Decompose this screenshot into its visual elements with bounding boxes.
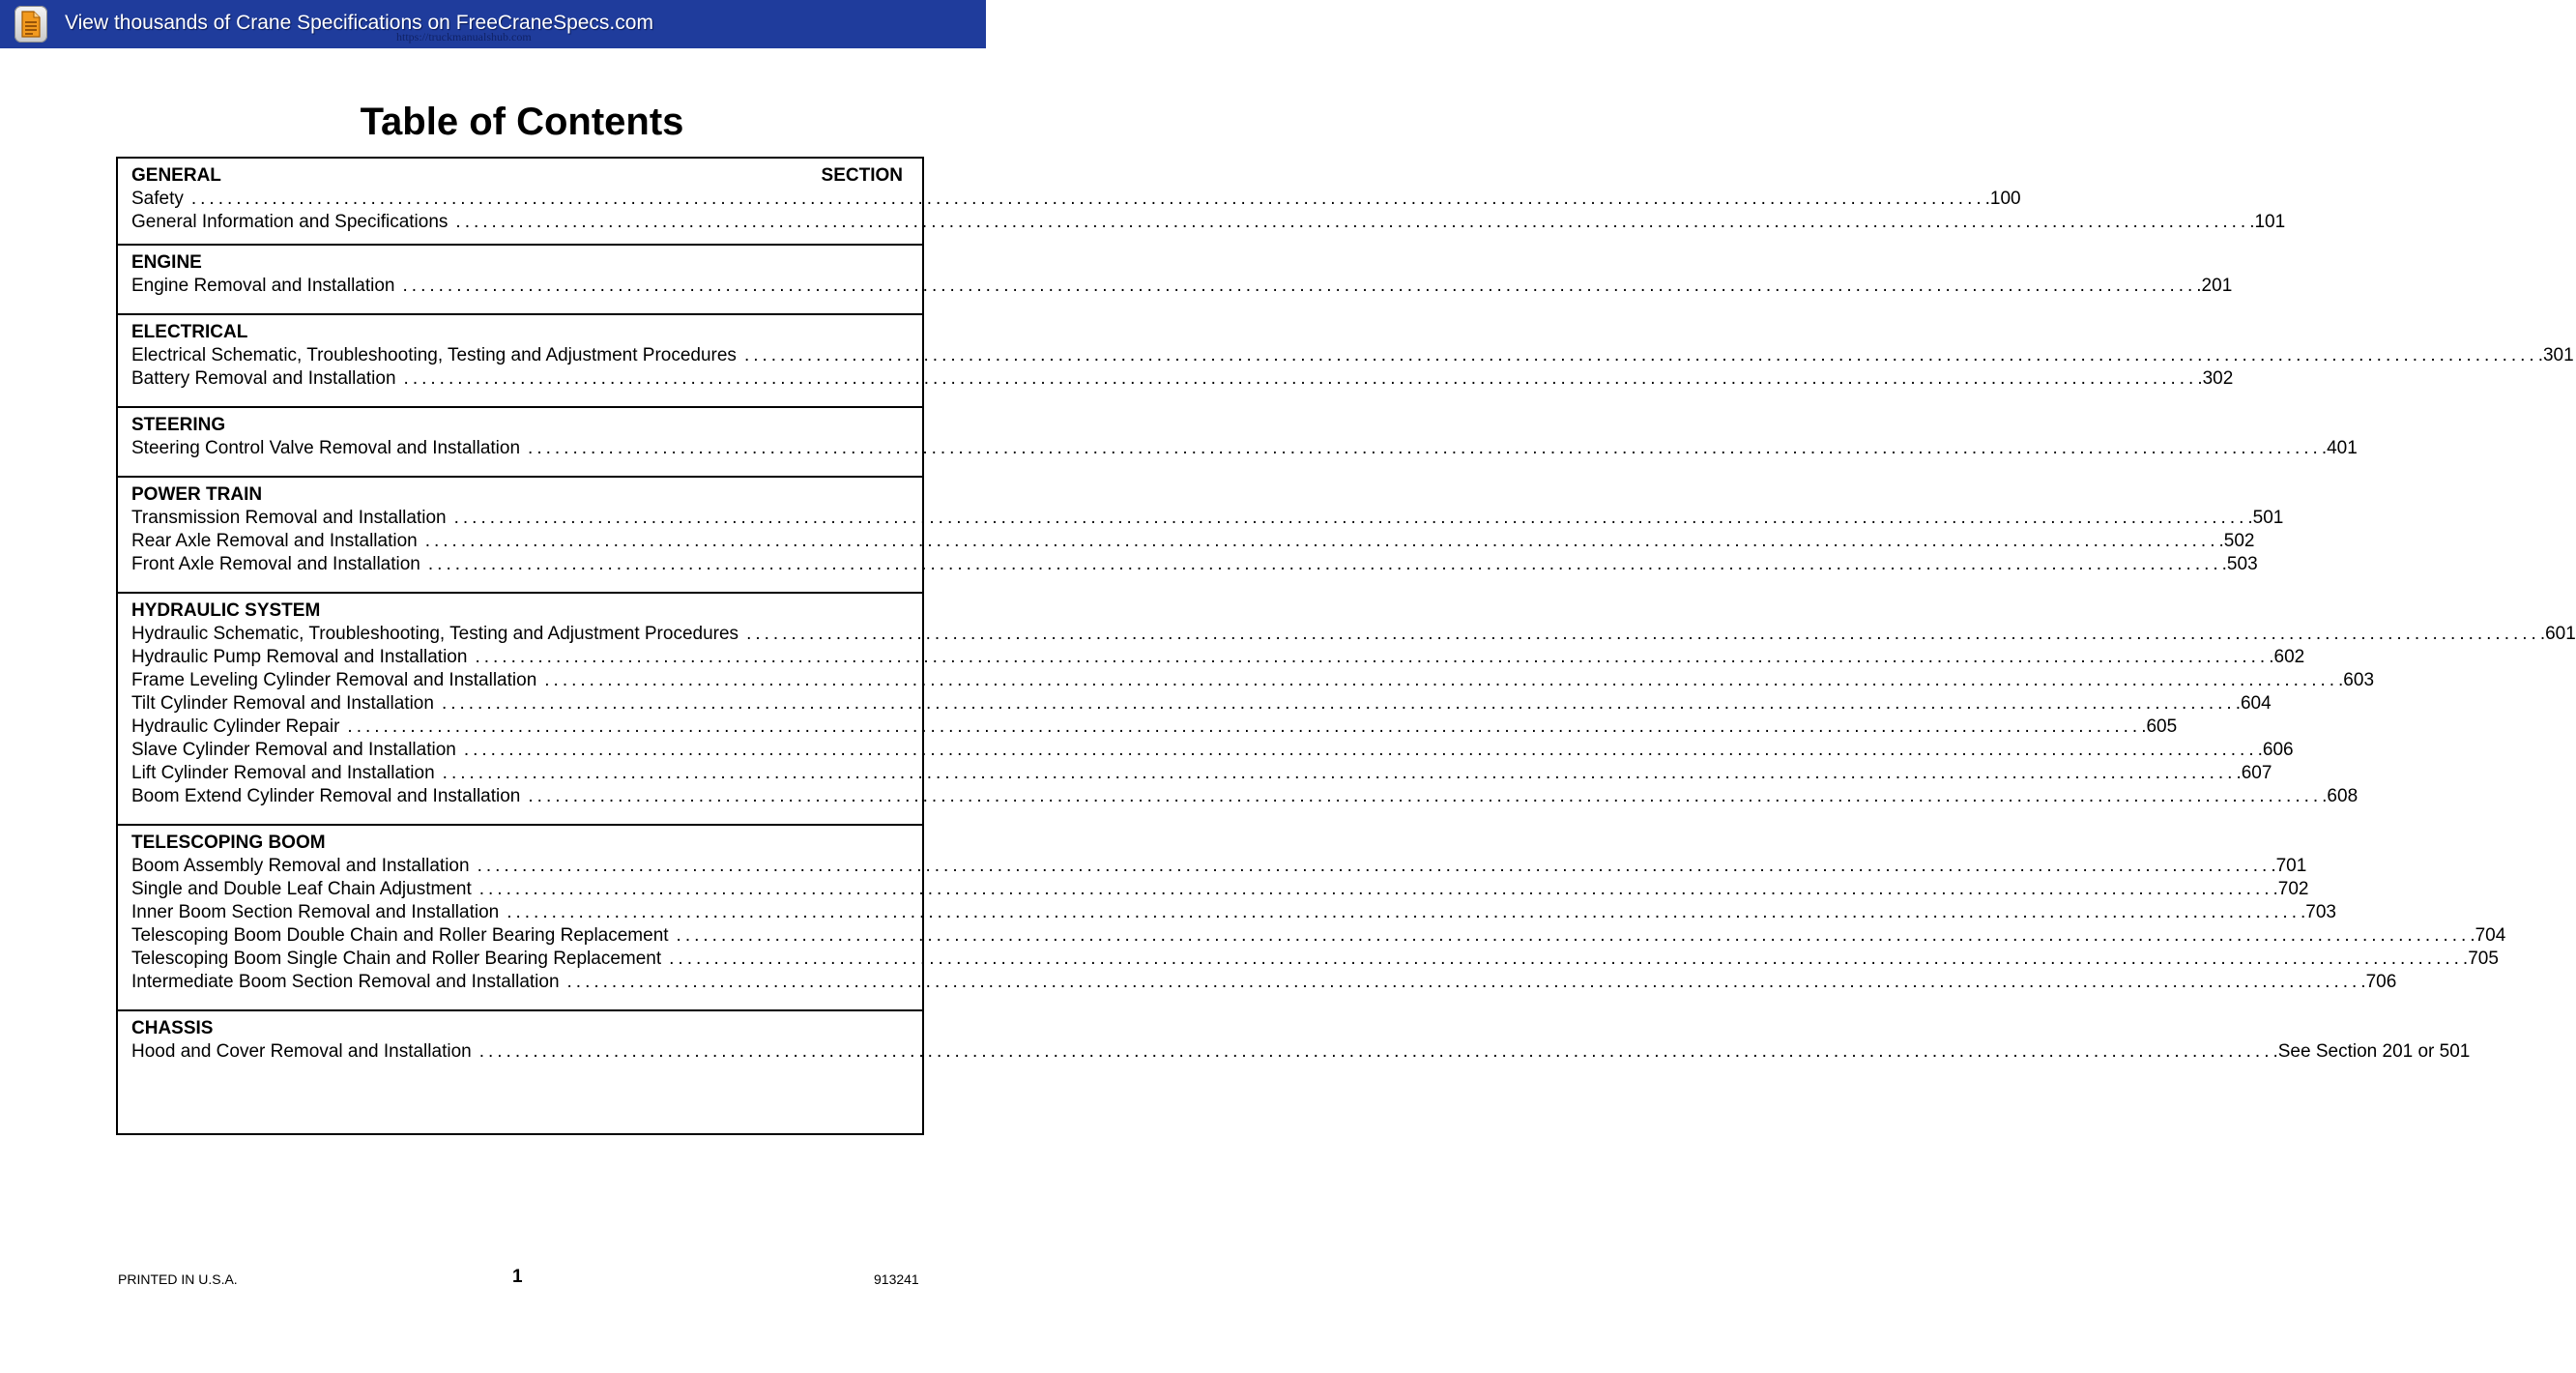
dot-leader: ........................................................................................................................................................................................................ xyxy=(746,624,2540,644)
toc-entry[interactable] xyxy=(131,553,2258,576)
toc-entry-section-number: .603 xyxy=(2338,670,2375,690)
toc-entry[interactable] xyxy=(131,437,2358,460)
section-heading xyxy=(131,164,903,188)
toc-entry-title: General Information and Specifications xyxy=(131,212,449,232)
dot-leader: ........................................................................................................................................................................................................ xyxy=(402,276,2197,296)
toc-entry-title: Telescoping Boom Single Chain and Roller Bearing Replacement xyxy=(131,949,662,969)
dot-leader: ........................................................................................................................................................................................................ xyxy=(669,949,2463,969)
dot-leader: ........................................................................................................................................................................................................ xyxy=(507,902,2301,922)
toc-entry-title: Hood and Cover Removal and Installation xyxy=(131,1041,472,1062)
section-heading xyxy=(131,251,903,275)
section-heading xyxy=(131,599,903,623)
toc-entry-title: Single and Double Leaf Chain Adjustment xyxy=(131,879,472,899)
toc-entry-title: Engine Removal and Installation xyxy=(131,276,395,296)
page-number: 1 xyxy=(512,1267,523,1287)
toc-entry-title: Hydraulic Schematic, Troubleshooting, Testing and Adjustment Procedures xyxy=(131,624,739,644)
page-title: Table of Contents xyxy=(360,101,684,143)
toc-section-chassis xyxy=(118,1011,2471,1135)
toc-entry[interactable] xyxy=(131,924,2506,948)
toc-entry[interactable] xyxy=(131,367,2234,391)
toc-entry-title: Rear Axle Removal and Installation xyxy=(131,531,418,551)
section-heading-text: ENGINE xyxy=(131,252,202,273)
dot-leader: ........................................................................................................................................................................................................ xyxy=(528,438,2322,458)
section-heading xyxy=(131,483,903,507)
toc-entry-title: Battery Removal and Installation xyxy=(131,368,396,389)
toc-entry[interactable] xyxy=(131,646,2305,669)
toc-section-power-train xyxy=(118,478,2284,594)
toc-entry[interactable] xyxy=(131,948,2499,971)
toc-entry-section-number: .706 xyxy=(2360,972,2397,992)
toc-section-general xyxy=(118,159,2286,246)
toc-table xyxy=(116,157,2576,1135)
toc-entry-section-number: .201 xyxy=(2196,276,2233,296)
toc-entry-section-number: .705 xyxy=(2462,949,2499,969)
section-heading-text: GENERAL xyxy=(131,165,221,186)
dot-leader: ........................................................................................................................................................................................................ xyxy=(463,740,2258,760)
toc-entry-section-number: .503 xyxy=(2221,554,2258,574)
toc-entry[interactable] xyxy=(131,507,2284,530)
section-heading-text: ELECTRICAL xyxy=(131,322,248,342)
section-heading xyxy=(131,321,903,344)
dot-leader: ........................................................................................................................................................................................................ xyxy=(403,368,2198,389)
toc-entry-title: Tilt Cylinder Removal and Installation xyxy=(131,693,434,714)
toc-entry[interactable] xyxy=(131,188,2021,211)
toc-entry-section-number: .501 xyxy=(2247,508,2284,528)
section-heading-text: TELESCOPING BOOM xyxy=(131,833,326,853)
top-banner[interactable] xyxy=(0,0,986,48)
toc-entry[interactable] xyxy=(131,901,2336,924)
toc-entry[interactable] xyxy=(131,669,2375,692)
dot-leader: ........................................................................................................................................................................................................ xyxy=(544,670,2339,690)
toc-entry-title: Transmission Removal and Installation xyxy=(131,508,447,528)
toc-entry-title: Front Axle Removal and Installation xyxy=(131,554,420,574)
section-heading-text: CHASSIS xyxy=(131,1018,214,1038)
toc-entry-title: Boom Extend Cylinder Removal and Installation xyxy=(131,786,521,806)
toc-entry[interactable] xyxy=(131,1040,2471,1064)
toc-entry-title: Hydraulic Cylinder Repair xyxy=(131,716,340,737)
toc-entry-title: Intermediate Boom Section Removal and Installation xyxy=(131,972,560,992)
toc-entry-section-number: .704 xyxy=(2470,925,2506,946)
toc-section-electrical xyxy=(118,315,2574,408)
dot-leader: ........................................................................................................................................................................................................ xyxy=(676,925,2471,946)
section-heading-text: HYDRAULIC SYSTEM xyxy=(131,600,321,621)
toc-entry[interactable] xyxy=(131,971,2397,994)
toc-entry-section-number: .606 xyxy=(2257,740,2294,760)
toc-entry-section-number: .703 xyxy=(2300,902,2336,922)
toc-entry[interactable] xyxy=(131,878,2309,901)
toc-entry-section-number: .602 xyxy=(2269,647,2305,667)
dot-leader: ........................................................................................................................................................................................................ xyxy=(743,345,2538,365)
section-heading-text: STEERING xyxy=(131,415,226,435)
footer-printed: PRINTED IN U.S.A. xyxy=(118,1271,238,1287)
document-icon xyxy=(14,6,47,43)
toc-entry[interactable] xyxy=(131,530,2255,553)
toc-entry-title: Hydraulic Pump Removal and Installation xyxy=(131,647,468,667)
toc-entry[interactable] xyxy=(131,623,2576,646)
dot-leader: ........................................................................................................................................................................................................ xyxy=(424,531,2219,551)
toc-entry-section-number: .502 xyxy=(2218,531,2255,551)
section-heading-text: POWER TRAIN xyxy=(131,484,263,505)
toc-entry-title: Electrical Schematic, Troubleshooting, Testing and Adjustment Procedures xyxy=(131,345,737,365)
toc-entry[interactable] xyxy=(131,739,2294,762)
toc-entry-section-number: .301 xyxy=(2537,345,2574,365)
dot-leader: ........................................................................................................................................................................................................ xyxy=(478,1041,2273,1062)
toc-section-engine xyxy=(118,246,2233,315)
toc-entry-section-number: .101 xyxy=(2249,212,2286,232)
toc-entry-section-number: .608 xyxy=(2322,786,2359,806)
dot-leader: ........................................................................................................................................................................................................ xyxy=(455,212,2250,232)
toc-entry-section-number: .302 xyxy=(2197,368,2234,389)
toc-entry[interactable] xyxy=(131,785,2359,808)
toc-entry-title: Lift Cylinder Removal and Installation xyxy=(131,763,435,783)
section-column-header: SECTION xyxy=(821,165,903,186)
toc-entry[interactable] xyxy=(131,344,2574,367)
section-heading xyxy=(131,832,903,855)
toc-entry-title: Slave Cylinder Removal and Installation xyxy=(131,740,456,760)
dot-leader: ........................................................................................................................................................................................................ xyxy=(475,647,2270,667)
toc-entry-section-number: .See Section 201 or 501 xyxy=(2272,1041,2471,1062)
dot-leader: ........................................................................................................................................................................................................ xyxy=(442,763,2237,783)
dot-leader: ........................................................................................................................................................................................................ xyxy=(477,856,2272,876)
document-number: 913241 xyxy=(874,1271,919,1287)
dot-leader: ........................................................................................................................................................................................................ xyxy=(478,879,2273,899)
toc-entry-title: Telescoping Boom Double Chain and Roller Bearing Replacement xyxy=(131,925,669,946)
toc-entry-section-number: .607 xyxy=(2236,763,2272,783)
toc-entry-title: Safety xyxy=(131,189,184,209)
toc-entry-section-number: .601 xyxy=(2539,624,2576,644)
toc-section-hydraulic-system xyxy=(118,594,2576,826)
toc-entry-title: Boom Assembly Removal and Installation xyxy=(131,856,470,876)
toc-entry[interactable] xyxy=(131,211,2286,234)
toc-entry[interactable] xyxy=(131,855,2307,878)
toc-entry-section-number: .702 xyxy=(2272,879,2309,899)
toc-entry-section-number: .604 xyxy=(2235,693,2272,714)
toc-entry[interactable] xyxy=(131,762,2272,785)
toc-section-steering xyxy=(118,408,2358,478)
section-heading xyxy=(131,1017,903,1040)
toc-entry-title: Inner Boom Section Removal and Installation xyxy=(131,902,500,922)
toc-entry[interactable] xyxy=(131,275,2233,298)
dot-leader: ........................................................................................................................................................................................................ xyxy=(566,972,2361,992)
toc-entry-section-number: .605 xyxy=(2141,716,2178,737)
dot-leader: ........................................................................................................................................................................................................ xyxy=(347,716,2142,737)
dot-leader: ........................................................................................................................................................................................................ xyxy=(453,508,2248,528)
watermark-url: https://truckmanualshub.com xyxy=(396,30,532,44)
toc-entry[interactable] xyxy=(131,692,2272,716)
section-heading xyxy=(131,414,903,437)
toc-entry[interactable] xyxy=(131,716,2178,739)
dot-leader: ........................................................................................................................................................................................................ xyxy=(528,786,2323,806)
toc-entry-section-number: .401 xyxy=(2321,438,2358,458)
dot-leader: ........................................................................................................................................................................................................ xyxy=(427,554,2222,574)
banner-link-text[interactable]: View thousands of Crane Specifications on FreeCraneSpecs.com xyxy=(65,12,653,34)
toc-entry-title: Frame Leveling Cylinder Removal and Installation xyxy=(131,670,537,690)
toc-entry-title: Steering Control Valve Removal and Installation xyxy=(131,438,521,458)
dot-leader: ........................................................................................................................................................................................................ xyxy=(190,189,1985,209)
dot-leader: ........................................................................................................................................................................................................ xyxy=(441,693,2236,714)
toc-section-telescoping-boom xyxy=(118,826,2506,1011)
toc-entry-section-number: .100 xyxy=(1984,189,2021,209)
toc-entry-section-number: .701 xyxy=(2271,856,2307,876)
